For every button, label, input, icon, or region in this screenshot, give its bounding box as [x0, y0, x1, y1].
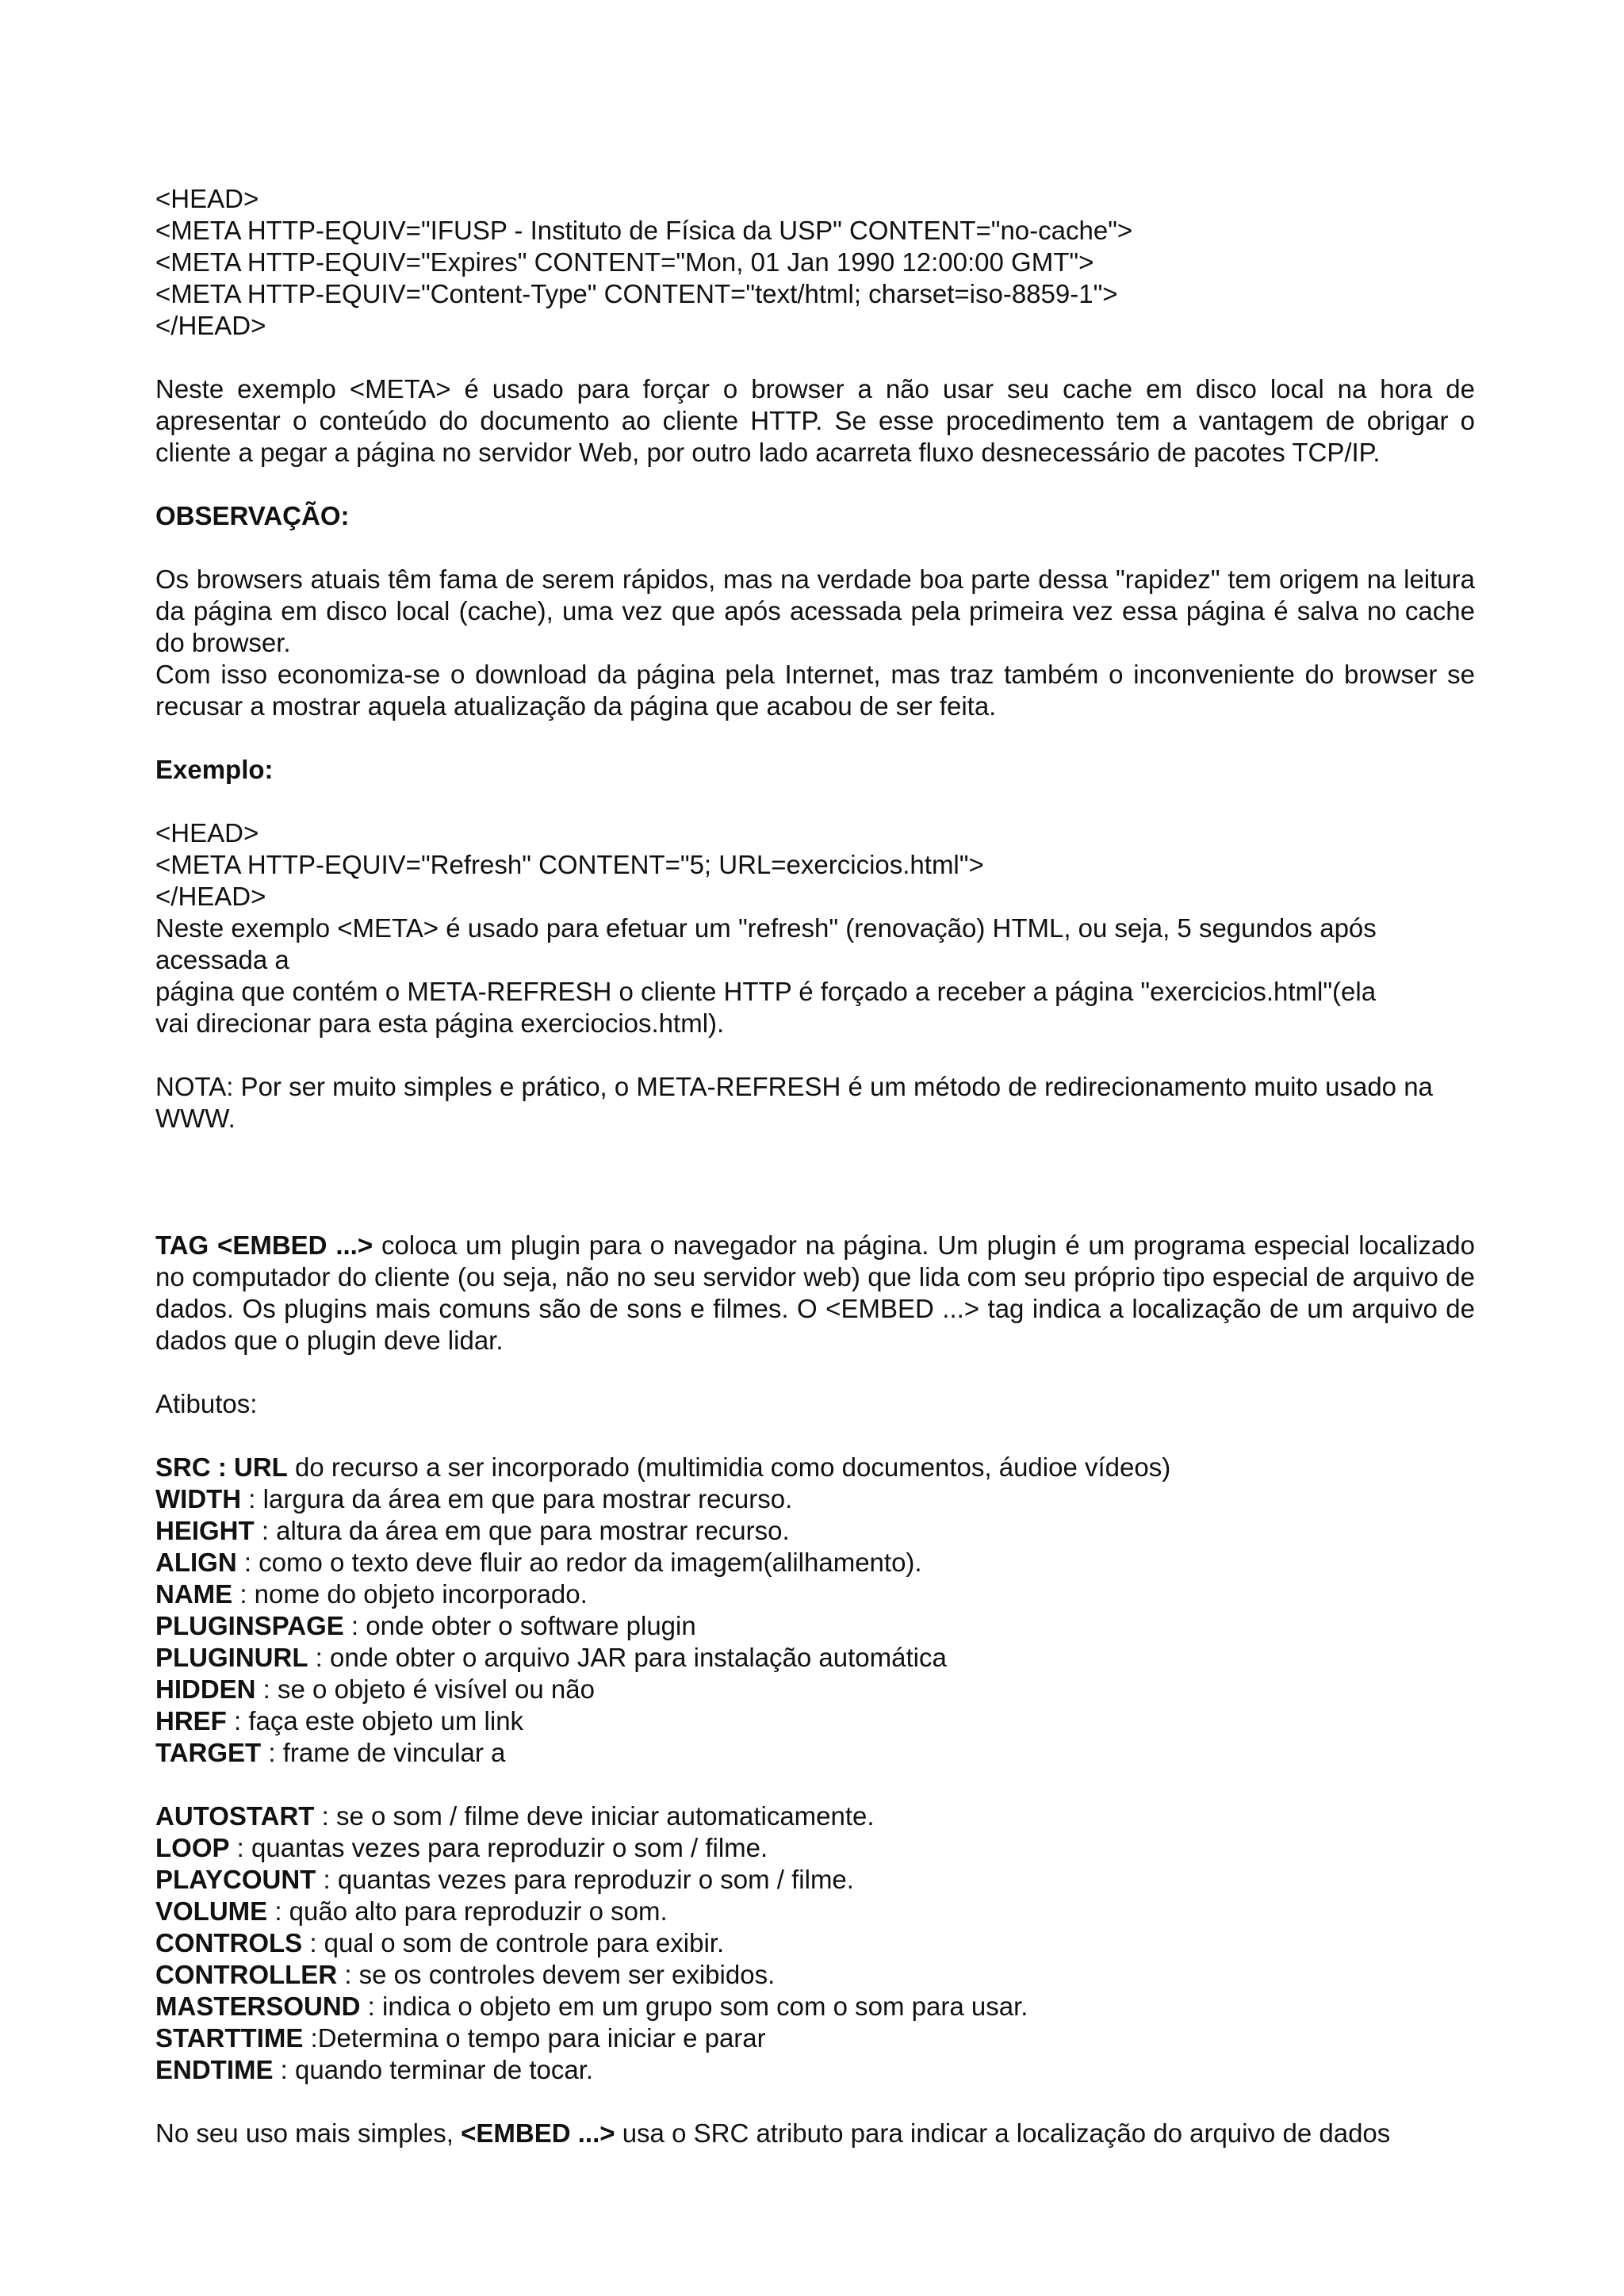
attribute-description: : frame de vincular a [261, 1738, 506, 1767]
attribute-description: : onde obter o software plugin [343, 1611, 696, 1640]
attribute-name: PLUGINURL [155, 1643, 308, 1672]
attribute-description: : faça este objeto um link [226, 1706, 524, 1735]
attribute-name: HIDDEN [155, 1674, 256, 1704]
attribute-item [155, 1642, 1475, 1674]
attribute-name: NAME [155, 1579, 233, 1609]
text-line: vai direcionar para esta página exerciocios.html). [155, 1008, 725, 1038]
attribute-name: HEIGHT [155, 1516, 255, 1545]
attribute-description: : indica o objeto em um grupo som com o som para usar. [360, 1992, 1028, 2021]
attribute-item [155, 1610, 1475, 1642]
attribute-item [155, 1737, 1475, 1769]
attribute-description: : se o objeto é visível ou não [255, 1674, 595, 1704]
attribute-name: HREF [155, 1706, 227, 1735]
text-line: página que contém o META-REFRESH o cliente HTTP é forçado a receber a página "exercicios.html"(ela [155, 977, 1377, 1006]
final-text-after: usa o SRC atributo para indicar a localização do arquivo de dados [615, 2118, 1391, 2148]
nota-paragraph: NOTA: Por ser muito simples e prático, o META-REFRESH é um método de redirecionamento muito usado na WWW. [155, 1072, 1433, 1133]
attribute-name: VOLUME [155, 1896, 268, 1926]
attribute-list-media [155, 1800, 1475, 2086]
attribute-item [155, 1483, 1475, 1515]
attribute-name: CONTROLLER [155, 1960, 338, 1989]
embed-intro-text: coloca um plugin para o navegador na página. Um plugin é um programa especial localizado no computador do cliente (ou seja, não no seu servidor web) que lida com seu próprio tipo especial de arquivo de dados. Os plugins mais comuns são de sons e filmes. O <EMBED ...> tag indica a localização de um arquivo de dados que o plugin deve lidar. [155, 1230, 1475, 1355]
paragraph-no-cache: Neste exemplo <META> é usado para forçar o browser a não usar seu cache em disco local na hora de apresentar o conteúdo do documento ao cliente HTTP. Se esse procedimento tem a vantagem de obrigar o cliente a pegar a página no servidor Web, por outro lado acarreta fluxo desnecessário de pacotes TCP/IP. [155, 374, 1475, 467]
attribute-description: do recurso a ser incorporado (multimidia como documentos, áudioe vídeos) [287, 1452, 1171, 1482]
attribute-description: : onde obter o arquivo JAR para instalação automática [308, 1643, 947, 1672]
attribute-item [155, 1896, 1475, 1927]
final-embed-tag: <EMBED ...> [461, 2118, 615, 2148]
attribute-name: PLAYCOUNT [155, 1865, 316, 1894]
attribute-description: : quantas vezes para reproduzir o som / filme. [316, 1865, 854, 1894]
attribute-description: : qual o som de controle para exibir. [302, 1928, 725, 1957]
embed-tag-label: TAG <EMBED ...> [155, 1230, 373, 1260]
attribute-item [155, 1991, 1475, 2022]
code-line: <META HTTP-EQUIV="Expires" CONTENT="Mon, 01 Jan 1990 12:00:00 GMT"> [155, 247, 1094, 277]
attribute-name: LOOP [155, 1833, 230, 1862]
attribute-description: : quando terminar de tocar. [273, 2055, 594, 2084]
code-block-head-meta [155, 183, 1475, 342]
final-paragraph [155, 2118, 1475, 2149]
attribute-item [155, 1800, 1475, 1832]
attribute-item [155, 2022, 1475, 2054]
attribute-name: SRC : URL [155, 1452, 288, 1482]
attribute-name: CONTROLS [155, 1928, 303, 1957]
code-line: <META HTTP-EQUIV="Content-Type" CONTENT="text/html; charset=iso-8859-1"> [155, 279, 1118, 308]
attribute-item [155, 1578, 1475, 1610]
attribute-name: WIDTH [155, 1484, 242, 1513]
text-line: Neste exemplo <META> é usado para efetuar um "refresh" (renovação) HTML, ou seja, 5 segundos após [155, 913, 1377, 943]
attribute-description: : nome do objeto incorporado. [232, 1579, 588, 1609]
attribute-description: : quantas vezes para reproduzir o som / filme. [229, 1833, 768, 1862]
paragraph-refresh [155, 913, 1475, 1039]
attribute-description: : como o texto deve fluir ao redor da imagem(alilhamento). [236, 1548, 922, 1577]
attribute-item [155, 1674, 1475, 1705]
attribute-item [155, 1547, 1475, 1578]
attribute-name: ALIGN [155, 1548, 237, 1577]
observacao-heading: OBSERVAÇÃO: [155, 501, 350, 530]
attribute-item [155, 1832, 1475, 1864]
attribute-name: AUTOSTART [155, 1801, 315, 1831]
attribute-name: MASTERSOUND [155, 1992, 361, 2021]
attribute-description: : largura da área em que para mostrar recurso. [241, 1484, 793, 1513]
code-line: <HEAD> [155, 818, 259, 848]
attribute-description: :Determina o tempo para iniciar e parar [303, 2023, 766, 2053]
paragraph-browsers: Os browsers atuais têm fama de serem rápidos, mas na verdade boa parte dessa "rapidez" tem origem na leitura da página em disco local (cache), uma vez que após acessada pela primeira vez essa página é salva no cache do browser. [155, 564, 1475, 657]
attribute-description: : se os controles devem ser exibidos. [337, 1960, 776, 1989]
attribute-item [155, 1959, 1475, 1991]
attribute-item [155, 1452, 1475, 1483]
attribute-description: : se o som / filme deve iniciar automaticamente. [314, 1801, 875, 1831]
attribute-description: : quão alto para reproduzir o som. [267, 1896, 668, 1926]
attribute-item [155, 2054, 1475, 2086]
document-body [155, 183, 1475, 2149]
embed-intro-paragraph [155, 1230, 1475, 1357]
final-text-before: No seu uso mais simples, [155, 2118, 462, 2148]
attribute-item [155, 1864, 1475, 1896]
attribute-item [155, 1927, 1475, 1959]
atributos-label: Atibutos: [155, 1389, 258, 1418]
attribute-description: : altura da área em que para mostrar recurso. [254, 1516, 790, 1545]
attribute-name: STARTTIME [155, 2023, 304, 2053]
attribute-name: TARGET [155, 1738, 262, 1767]
paragraph-download: Com isso economiza-se o download da página pela Internet, mas traz também o inconveniente do browser se recusar a mostrar aquela atualização da página que acabou de ser feita. [155, 660, 1475, 721]
code-line: <META HTTP-EQUIV="IFUSP - Instituto de Física da USP" CONTENT="no-cache"> [155, 216, 1133, 245]
attribute-name: PLUGINSPAGE [155, 1611, 344, 1640]
exemplo-heading: Exemplo: [155, 755, 274, 784]
text-line: acessada a [155, 945, 289, 974]
code-line: <META HTTP-EQUIV="Refresh" CONTENT="5; URL=exercicios.html"> [155, 850, 984, 879]
code-line: <HEAD> [155, 184, 259, 213]
attribute-list-general [155, 1452, 1475, 1769]
attribute-item [155, 1515, 1475, 1547]
code-line: </HEAD> [155, 882, 266, 911]
code-block-refresh [155, 817, 1475, 913]
attribute-item [155, 1705, 1475, 1737]
attribute-name: ENDTIME [155, 2055, 274, 2084]
code-line: </HEAD> [155, 311, 266, 340]
